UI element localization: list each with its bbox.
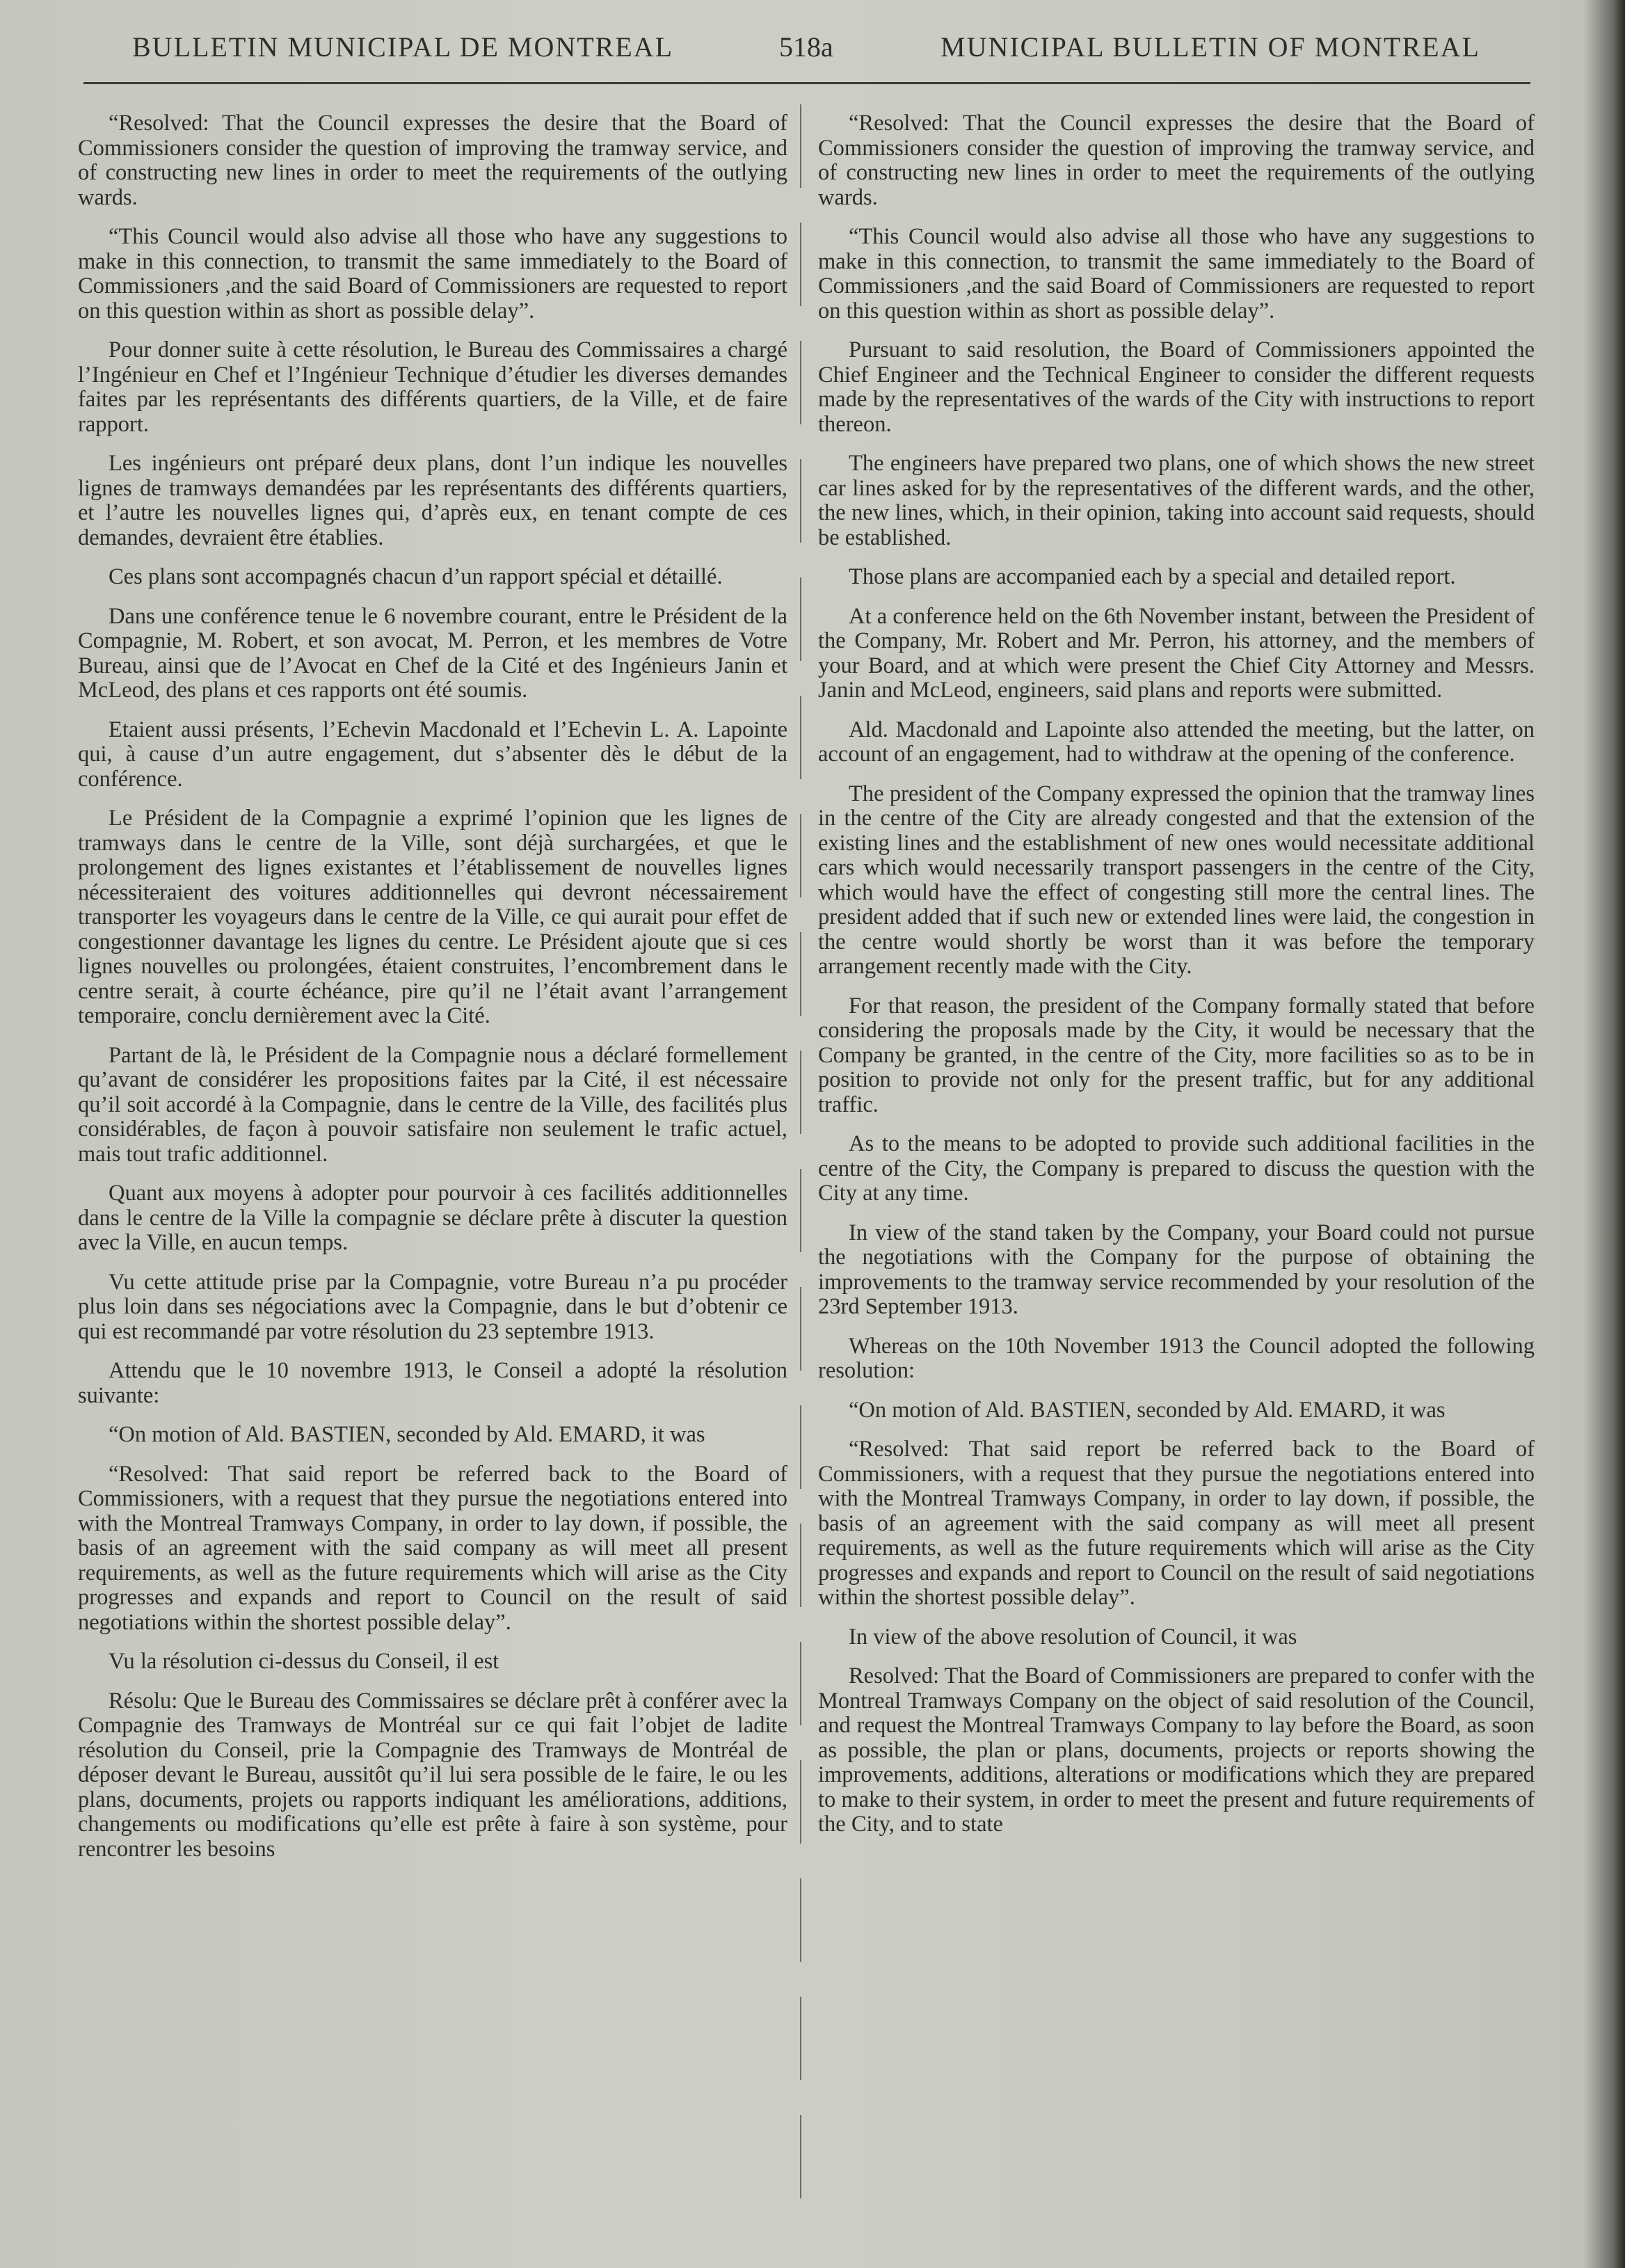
paragraph: “Resolved: That said report be referred back to the Board of Commissioners, with a request that they pursue the negotiations entered into with the Montreal Tramways Company, in order to lay down, if possible, the basis of an agreement with the said company as will meet all present requirements, as well as the future requirements which will arise as the City progresses and expands and report to Council on the result of said negotiations within the shortest possible delay”.	[818, 1437, 1535, 1610]
paragraph: At a conference held on the 6th November instant, between the President of the Company, Mr. Robert and Mr. Perron, his attorney, and the members of your Board, and at which were present the Chief City Attorney and Messrs. Janin and McLeod, engineers, said plans and reports were submitted.	[818, 603, 1535, 703]
header-title-french: BULLETIN MUNICIPAL DE MONTREAL	[132, 31, 674, 63]
paragraph: For that reason, the president of the Company formally stated that before considering the proposals made by the City, it would be necessary that the Company be granted, in the centre of the City, more facilities so as to be in position to provide not only for the present traffic, but for any additional traffic.	[818, 993, 1535, 1117]
paragraph: As to the means to be adopted to provide such additional facilities in the centre of the City, the Company is prepared to discuss the question with the City at any time.	[818, 1131, 1535, 1206]
paragraph: Pursuant to said resolution, the Board of Commissioners appointed the Chief Engineer and the Technical Engineer to consider the different requests made by the representatives of the wards of the City with instructions to report thereon.	[818, 337, 1535, 437]
paragraph: “On motion of Ald. BASTIEN, seconded by Ald. EMARD, it was	[849, 1397, 1446, 1423]
paragraph: Attendu que le 10 novembre 1913, le Conseil a adopté la résolution suivante:	[78, 1358, 787, 1408]
paragraph: Vu la résolution ci-dessus du Conseil, il est	[109, 1649, 499, 1674]
paragraph: Le Président de la Compagnie a exprimé l’opinion que les lignes de tramways dans le centre de la Ville, sont déjà surchargées, et que le prolongement des lignes existantes et l’établissement de nouvelles lignes nécessiteraient des voitures additionnelles qui devront nécessairement transporter les voyageurs dans le centre de la Ville, ce qui aurait pour effet de congestionner davantage les lignes du centre. Le Président ajoute que si ces lignes nouvelles ou prolongées, étaient construites, l’encombrement dans le centre serait, à courte échéance, pire qu’il ne l’était avant l’arrangement temporaire, conclu dernièrement avec la Cité.	[78, 806, 787, 1028]
right-column-text	[818, 111, 1535, 1852]
paragraph: The engineers have prepared two plans, one of which shows the new street car lines asked for by the representatives of the different wards, and the other, the new lines, which, in their opinion, taking into account said requests, should be established.	[818, 451, 1535, 550]
page-number: 518a	[779, 31, 833, 63]
paragraph: “Resolved: That the Council expresses the desire that the Board of Commissioners consider the question of improving the tramway service, and of constructing new lines in order to meet the requirements of the outlying wards.	[78, 111, 787, 210]
paragraph: “On motion of Ald. BASTIEN, seconded by Ald. EMARD, it was	[109, 1422, 705, 1447]
binding-shadow	[1583, 0, 1625, 2268]
paragraph: Etaient aussi présents, l’Echevin Macdonald et l’Echevin L. A. Lapointe qui, à cause d’un autre engagement, dut s’absenter dès le début de la conférence.	[78, 717, 787, 792]
paragraph: “This Council would also advise all those who have any suggestions to make in this connection, to transmit the same immediately to the Board of Commissioners ,and the said Board of Commissioners are requested to report on this question within as short as possible delay”.	[78, 224, 787, 324]
paragraph: Resolved: That the Board of Commissioners are prepared to confer with the Montreal Tramways Company on the object of said resolution of the Council, and request the Montreal Tramways Company to lay before the Board, as soon as possible, the plan or plans, documents, projects or reports showing the improvements, additions, alterations or modifications which they are prepared to make to their system, in order to meet the present and future requirements of the City, and to state	[818, 1663, 1535, 1837]
paragraph: Quant aux moyens à adopter pour pourvoir à ces facilités additionnelles dans le centre de la Ville la compagnie se déclare prête à discuter la question avec la Ville, en aucun temps.	[78, 1181, 787, 1255]
paragraph: The president of the Company expressed the opinion that the tramway lines in the centre of the City are already congested and that the extension of the existing lines and the establishment of new ones would necessitate additional cars which would necessarily transport passengers in the centre of the City, which would have the effect of congesting still more the central lines. The president added that if such new or extended lines were laid, the congestion in the centre would shortly be worst than it was before the temporary arrangement recently made with the City.	[818, 781, 1535, 979]
column-divider	[800, 104, 801, 2205]
paragraph: “This Council would also advise all those who have any suggestions to make in this connection, to transmit the same immediately to the Board of Commissioners ,and the said Board of Commissioners are requested to report on this question within as short as possible delay”.	[818, 224, 1535, 324]
paragraph: Whereas on the 10th November 1913 the Council adopted the following resolution:	[818, 1333, 1535, 1383]
page-header	[0, 31, 1558, 72]
paragraph: Those plans are accompanied each by a special and detailed report.	[849, 564, 1456, 589]
paragraph: Ald. Macdonald and Lapointe also attended the meeting, but the latter, on account of an engagement, had to withdraw at the opening of the conference.	[818, 717, 1535, 767]
paragraph: In view of the stand taken by the Company, your Board could not pursue the negotiations with the Company for the purpose of obtaining the improvements to the tramway service recommended by your resolution of the 23rd September 1913.	[818, 1220, 1535, 1319]
paragraph: Partant de là, le Président de la Compagnie nous a déclaré formellement qu’avant de considérer les propositions faites par la Cité, il est nécessaire qu’il soit accordé à la Compagnie, dans le centre de la Ville, des facilités plus considérables, de façon à pouvoir satisfaire non seulement le trafic actuel, mais tout trafic additionnel.	[78, 1042, 787, 1167]
paragraph: Pour donner suite à cette résolution, le Bureau des Commissaires a chargé l’Ingénieur en Chef et l’Ingénieur Technique d’étudier les diverses demandes faites par les représentants des différents quartiers, de la Ville, et de faire rapport.	[78, 337, 787, 437]
paragraph: Résolu: Que le Bureau des Commissaires se déclare prêt à conférer avec la Compagnie des Tramways de Montréal sur ce qui fait l’objet de ladite résolution du Conseil, prie la Compagnie des Tramways de Montréal de déposer devant le Bureau, aussitôt qu’il lui sera possible de le faire, le ou les plans, documents, projets ou rapports indiquant les améliorations, additions, changements ou modifications qu’elle est prête à faire à son système, pour rencontrer les besoins	[78, 1688, 787, 1862]
paragraph: Dans une conférence tenue le 6 novembre courant, entre le Président de la Compagnie, M. Robert, et son avocat, M. Perron, et les membres de Votre Bureau, ainsi que de l’Avocat en Chef de la Cité et des Ingénieurs Janin et McLeod, des plans et ces rapports ont été soumis.	[78, 603, 787, 703]
header-rule	[83, 82, 1530, 84]
paragraph: In view of the above resolution of Council, it was	[849, 1624, 1297, 1650]
paragraph: “Resolved: That the Council expresses the desire that the Board of Commissioners consider the question of improving the tramway service, and of constructing new lines in order to meet the requirements of the outlying wards.	[818, 111, 1535, 210]
left-column-text	[78, 111, 787, 1876]
paragraph: Vu cette attitude prise par la Compagnie, votre Bureau n’a pu procéder plus loin dans ses négociations avec la Compagnie, dans le but d’obtenir ce qui est recommandé par votre résolution du 23 septembre 1913.	[78, 1269, 787, 1344]
paragraph: “Resolved: That said report be referred back to the Board of Commissioners, with a request that they pursue the negotiations entered into with the Montreal Tramways Company, in order to lay down, if possible, the basis of an agreement with the said company as will meet all present requirements, as well as the future requirements which will arise as the City progresses and expands and report to Council on the result of said negotiations within the shortest possible delay”.	[78, 1461, 787, 1635]
paragraph: Ces plans sont accompagnés chacun d’un rapport spécial et détaillé.	[109, 564, 723, 589]
paragraph: Les ingénieurs ont préparé deux plans, dont l’un indique les nouvelles lignes de tramways demandées par les représentants des différents quartiers, et l’autre les nouvelles lignes qui, d’après eux, en tenant compte de ces demandes, devraient être établies.	[78, 451, 787, 550]
header-title-english: MUNICIPAL BULLETIN OF MONTREAL	[940, 31, 1480, 63]
